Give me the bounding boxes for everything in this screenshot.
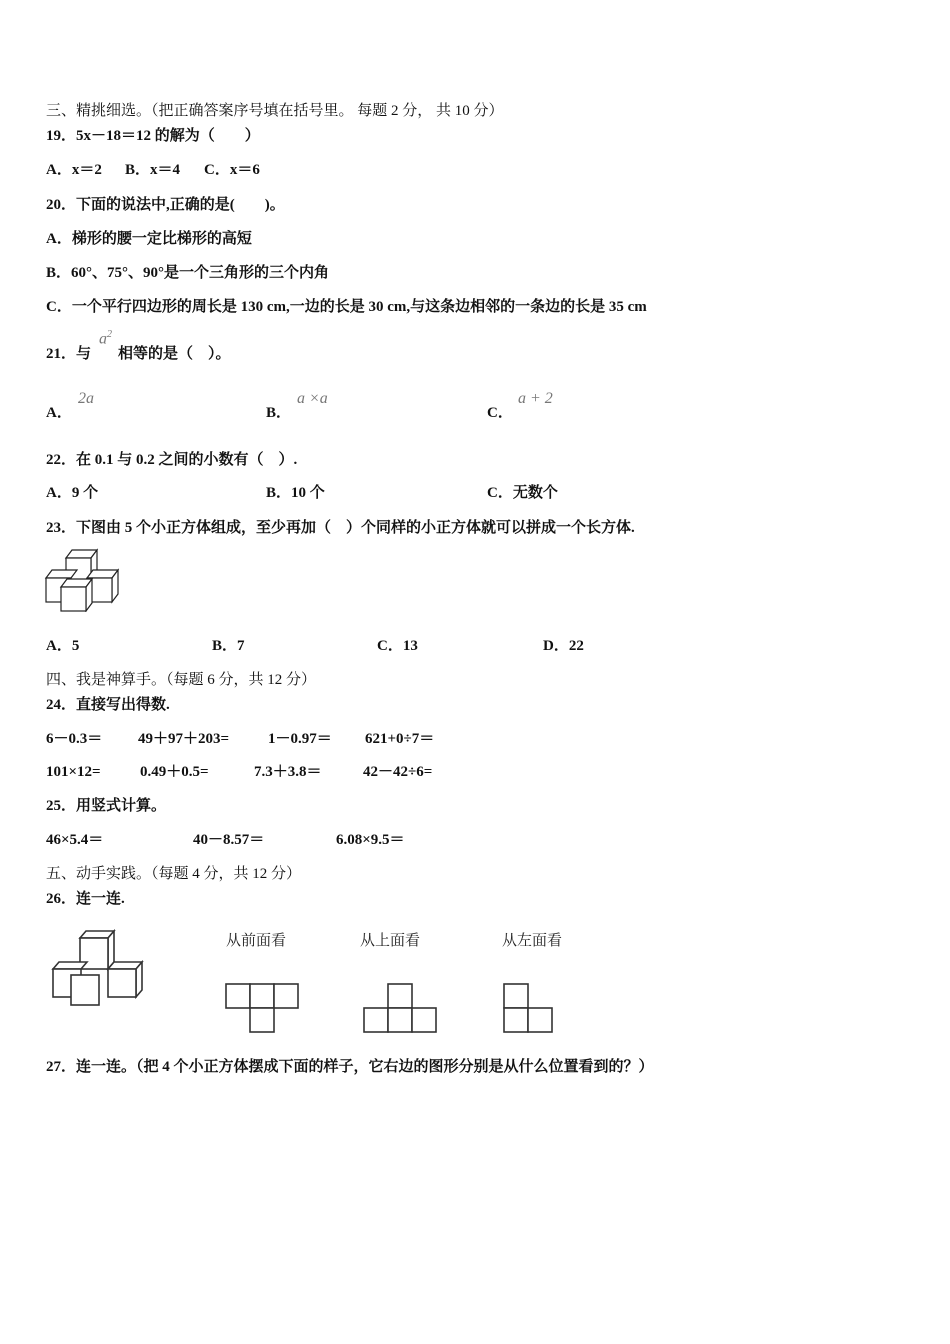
q23-stem: 23．下图由 5 个小正方体组成，至少再加（ ）个同样的小正方体就可以拼成一个长方体. <box>46 520 635 536</box>
view-label-left: 从左面看 <box>502 931 563 949</box>
front-view-shape <box>224 982 300 1034</box>
q24-r1-c1: 6－0.3＝ <box>46 731 103 747</box>
q25-stem: 25．用竖式计算。 <box>46 798 167 814</box>
q24-r2-c4: 42－42÷6= <box>363 764 433 780</box>
q21-option-a-label: A． <box>46 405 72 421</box>
q23-option-b: B．7 <box>212 638 245 654</box>
q23-option-c: C．13 <box>377 638 418 654</box>
q20-option-c: C．一个平行四边形的周长是 130 cm,一边的长是 30 cm,与这条边相邻的一条边的长是 35 cm <box>46 299 647 315</box>
q19-option-c: C．x＝6 <box>204 162 260 178</box>
q21-stem-post: 相等的是（ ）。 <box>118 346 231 362</box>
section5-header: 五、动手实践。（每题 4 分，共 12 分） <box>46 866 302 882</box>
q19-stem: 19．5x－18＝12 的解为（ ） <box>46 128 260 144</box>
q22-option-c: C．无数个 <box>487 485 558 501</box>
q22-option-a: A．9 个 <box>46 485 99 501</box>
q21-option-b-math: a ×a <box>297 390 328 407</box>
q24-r1-c3: 1－0.97＝ <box>268 731 332 747</box>
q24-r2-c2: 0.49＋0.5= <box>140 764 209 780</box>
q26-stem: 26．连一连. <box>46 891 125 907</box>
view-label-front: 从前面看 <box>226 931 287 949</box>
q22-option-b: B．10 个 <box>266 485 325 501</box>
q25-item-3: 6.08×9.5＝ <box>336 832 405 848</box>
top-view-shape <box>362 982 438 1034</box>
q23-cube-figure <box>44 548 124 612</box>
q26-cube-figure <box>50 928 146 1006</box>
q20-stem: 20．下面的说法中,正确的是( )。 <box>46 197 285 213</box>
section3-header: 三、精挑细选。（把正确答案序号填在括号里。 每题 2 分， 共 10 分） <box>46 103 504 119</box>
q20-option-a: A．梯形的腰一定比梯形的高短 <box>46 231 252 247</box>
q23-option-d: D．22 <box>543 638 584 654</box>
q24-r2-c1: 101×12= <box>46 764 101 780</box>
q24-r2-c3: 7.3＋3.8＝ <box>254 764 322 780</box>
q21-stem-math: $a^2$ <box>99 329 112 348</box>
q22-stem: 22．在 0.1 与 0.2 之间的小数有（ ）. <box>46 452 298 468</box>
q19-option-a: A．x＝2 <box>46 162 102 178</box>
q20-option-b: B．60°、75°、90°是一个三角形的三个内角 <box>46 265 330 281</box>
q19-option-b: B．x＝4 <box>125 162 181 178</box>
q21-stem-pre: 21．与 <box>46 346 92 362</box>
q27-stem: 27．连一连。（把 4 个小正方体摆成下面的样子，它右边的图形分别是从什么位置看到的？） <box>46 1059 654 1075</box>
q21-option-a-math: 2a <box>78 390 94 407</box>
q24-r1-c4: 621+0÷7＝ <box>365 731 435 747</box>
left-view-shape <box>502 982 556 1034</box>
q21-option-b-label: B． <box>266 405 292 421</box>
q25-item-2: 40－8.57＝ <box>193 832 265 848</box>
view-label-top: 从上面看 <box>360 931 421 949</box>
q23-option-a: A．5 <box>46 638 80 654</box>
q21-option-c-math: a + 2 <box>518 390 553 407</box>
q24-stem: 24．直接写出得数. <box>46 697 170 713</box>
q21-option-c-label: C． <box>487 405 513 421</box>
q25-item-1: 46×5.4＝ <box>46 832 104 848</box>
q24-r1-c2: 49＋97＋203= <box>138 731 230 747</box>
section4-header: 四、我是神算手。（每题 6 分，共 12 分） <box>46 672 317 688</box>
